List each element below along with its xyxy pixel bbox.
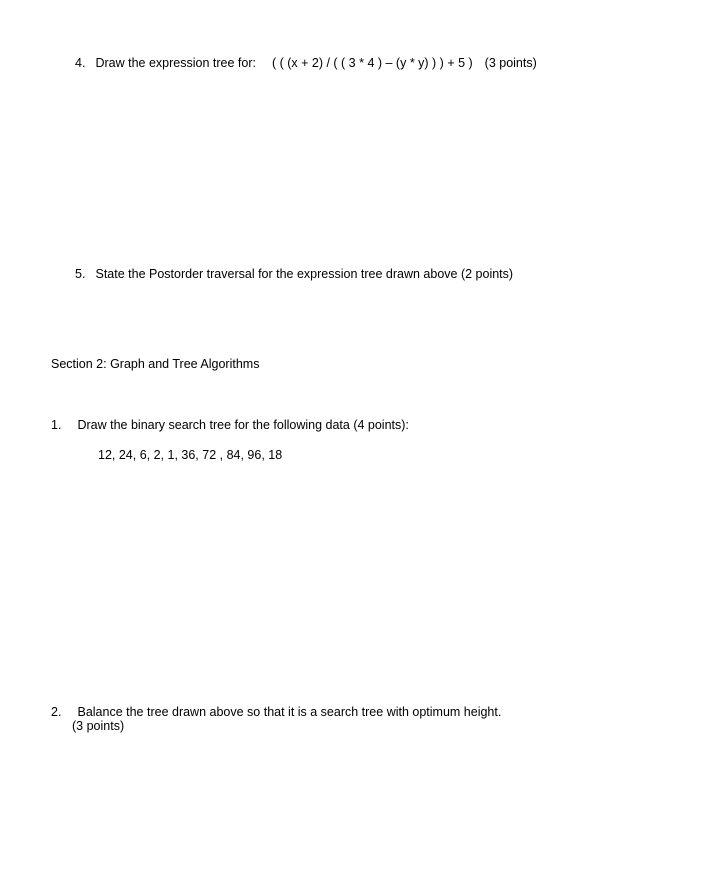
question-5-text: State the Postorder traversal for the expression tree drawn above (2 points) xyxy=(95,267,514,281)
bst-data-values: 12, 24, 6, 2, 1, 36, 72 , 84, 96, 18 xyxy=(98,448,283,462)
section-2-heading: Section 2: Graph and Tree Algorithms xyxy=(51,357,260,371)
section-2-question-1-text: Draw the binary search tree for the following data (4 points): xyxy=(77,418,409,432)
question-4-expression: ( ( (x + 2) / ( ( 3 * 4 ) – (y * y) ) ) + 5 ) xyxy=(271,56,473,70)
section-2-question-1-number: 1. xyxy=(51,418,62,432)
section-2-question-2-number: 2. xyxy=(51,705,62,719)
section-2-question-2-text-line1: Balance the tree drawn above so that it is a search tree with optimum height. xyxy=(77,705,502,719)
section-2-question-1 xyxy=(51,418,409,433)
question-4-points: (3 points) xyxy=(484,56,537,70)
question-4 xyxy=(75,56,537,71)
section-2-question-2-text-line2: (3 points) xyxy=(72,719,125,733)
question-4-number: 4. xyxy=(75,56,86,70)
question-5-number: 5. xyxy=(75,267,86,281)
section-2-question-2 xyxy=(51,705,501,720)
question-4-text: Draw the expression tree for: xyxy=(95,56,256,70)
question-5 xyxy=(75,267,513,282)
